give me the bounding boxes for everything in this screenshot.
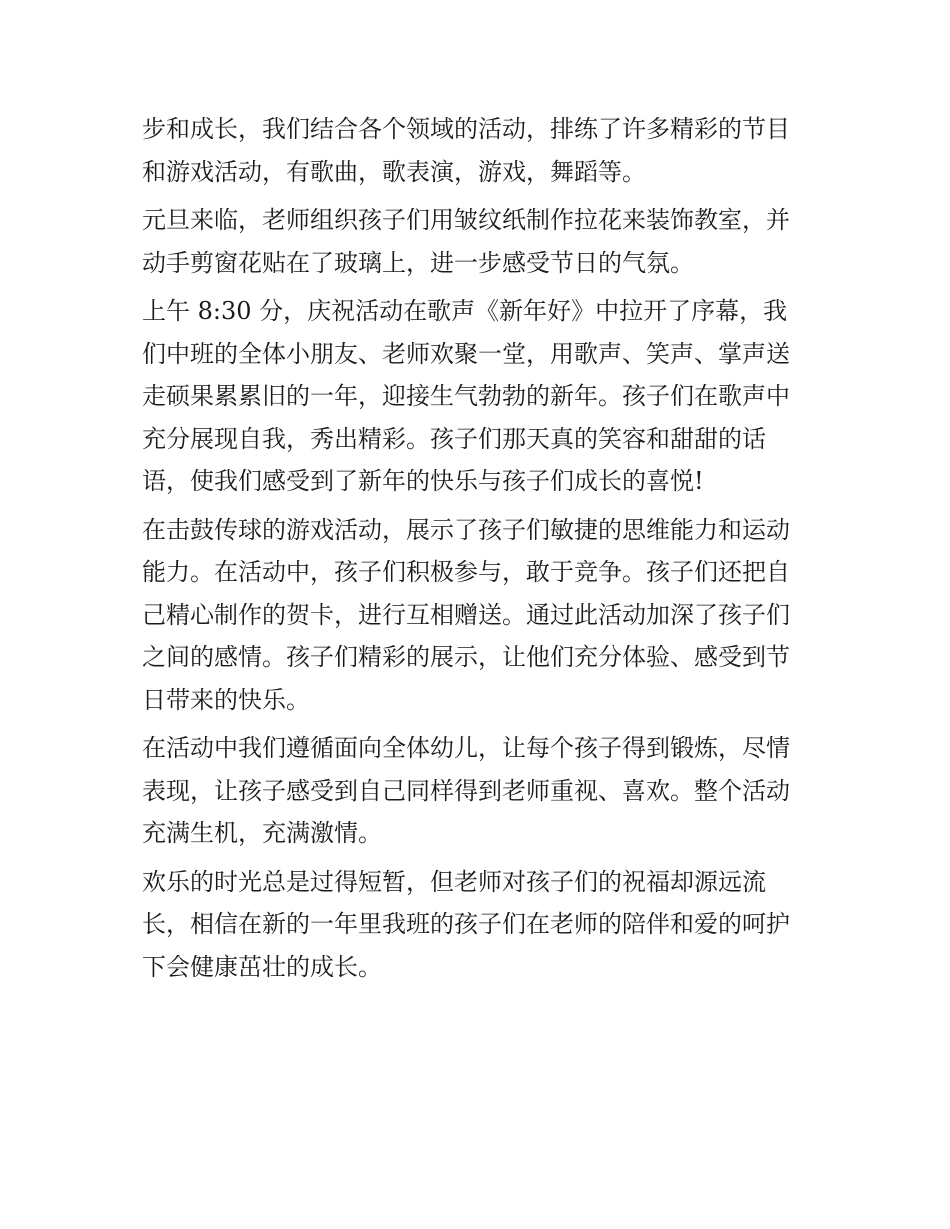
text-line: 之间的感情。孩子们精彩的展示，让他们充分体验、感受到节 (142, 643, 790, 671)
text-line: 在活动中我们遵循面向全体幼儿，让每个孩子得到锻炼，尽情 (142, 734, 790, 762)
paragraph-participation (142, 727, 822, 855)
text-line: 充分展现自我，秀出精彩。孩子们那天真的笑容和甜甜的话 (142, 424, 766, 453)
text-line: 长，相信在新的一年里我班的孩子们在老师的陪伴和爱的呵护 (142, 910, 790, 938)
text-line: 上午 8:30 分，庆祝活动在歌声《新年好》中拉开了序幕，我 (142, 297, 788, 325)
text-line: 欢乐的时光总是过得短暂，但老师对孩子们的祝福却源远流 (142, 867, 766, 896)
text-line: 语，使我们感受到了新年的快乐与孩子们成长的喜悦! (142, 467, 704, 495)
text-line: 下会健康茁壮的成长。 (142, 952, 382, 981)
text-line: 己精心制作的贺卡，进行互相赠送。通过此活动加深了孩子们 (142, 600, 790, 629)
text-line: 表现，让孩子感受到自己同样得到老师重视、喜欢。整个活动 (142, 776, 790, 805)
text-line: 元旦来临，老师组织孩子们用皱纹纸制作拉花来装饰教室，并 (142, 206, 790, 234)
text-line: 步和成长，我们结合各个领域的活动，排练了许多精彩的节目 (142, 115, 790, 143)
paragraph-conclusion (142, 861, 822, 989)
document-body (142, 108, 822, 988)
paragraph-decoration (142, 199, 822, 284)
text-line: 日带来的快乐。 (142, 685, 310, 714)
text-line: 们中班的全体小朋友、老师欢聚一堂，用歌声、笑声、掌声送 (142, 339, 790, 368)
paragraph-preparation (142, 108, 822, 193)
text-line: 和游戏活动，有歌曲，歌表演，游戏，舞蹈等。 (142, 157, 646, 186)
text-line: 走硕果累累旧的一年，迎接生气勃勃的新年。孩子们在歌声中 (142, 382, 790, 410)
text-line: 充满生机，充满激情。 (142, 819, 382, 847)
text-line: 在击鼓传球的游戏活动，展示了孩子们敏捷的思维能力和运动 (142, 515, 790, 544)
text-line: 能力。在活动中，孩子们积极参与，敢于竞争。孩子们还把自 (142, 558, 790, 586)
paragraph-celebration (142, 290, 822, 503)
text-line: 动手剪窗花贴在了玻璃上，进一步感受节日的气氛。 (142, 248, 694, 277)
paragraph-games (142, 509, 822, 722)
